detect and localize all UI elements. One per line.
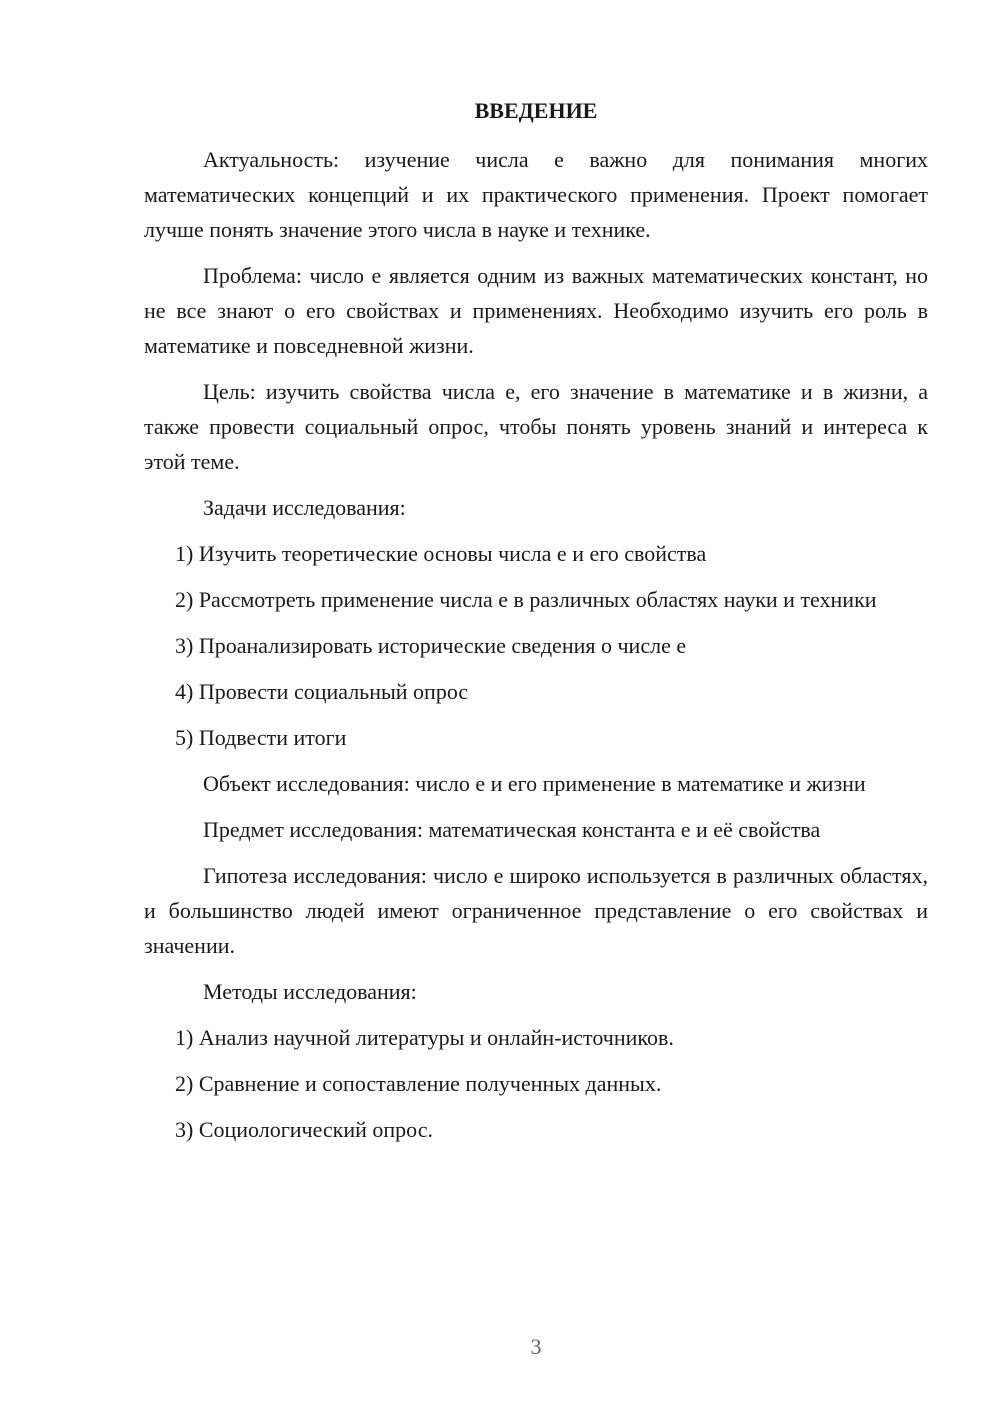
relevance-paragraph: Актуальность: изучение числа е важно для понимания многих математических концепций и их практического применения. Проект помогает лучше понять значение этого числа в науке и технике.	[144, 147, 928, 242]
hypothesis-paragraph: Гипотеза исследования: число е широко используется в различных областях, и большинство людей имеют ограниченное представление о его свойствах и значении.	[144, 863, 928, 958]
problem-paragraph: Проблема: число е является одним из важных математических констант, но не все знают о его свойствах и применениях. Необходимо изучить его роль в математике и повседневной жизни.	[144, 263, 928, 358]
section-title: ВВЕДЕНИЕ	[474, 98, 598, 123]
object-paragraph: Объект исследования: число е и его применение в математике и жизни	[203, 771, 866, 796]
document-body	[144, 96, 928, 1158]
goal-paragraph: Цель: изучить свойства числа е, его значение в математике и в жизни, а также провести социальный опрос, чтобы понять уровень знаний и интереса к этой теме.	[144, 379, 928, 474]
task-item: 3) Проанализировать исторические сведения о числе е	[175, 633, 687, 658]
task-item: 2) Рассмотреть применение числа е в различных областях науки и техники	[175, 587, 877, 612]
page-number: 3	[530, 1334, 542, 1359]
task-item: 1) Изучить теоретические основы числа е и его свойства	[175, 541, 707, 566]
method-item: 3) Социологический опрос.	[175, 1117, 433, 1142]
methods-heading: Методы исследования:	[203, 979, 417, 1004]
tasks-heading: Задачи исследования:	[203, 495, 406, 520]
method-item: 1) Анализ научной литературы и онлайн-источников.	[175, 1025, 674, 1050]
subject-paragraph: Предмет исследования: математическая константа е и её свойства	[203, 817, 821, 842]
method-item: 2) Сравнение и сопоставление полученных данных.	[175, 1071, 662, 1096]
task-item: 4) Провести социальный опрос	[175, 679, 469, 704]
task-item: 5) Подвести итоги	[175, 725, 347, 750]
